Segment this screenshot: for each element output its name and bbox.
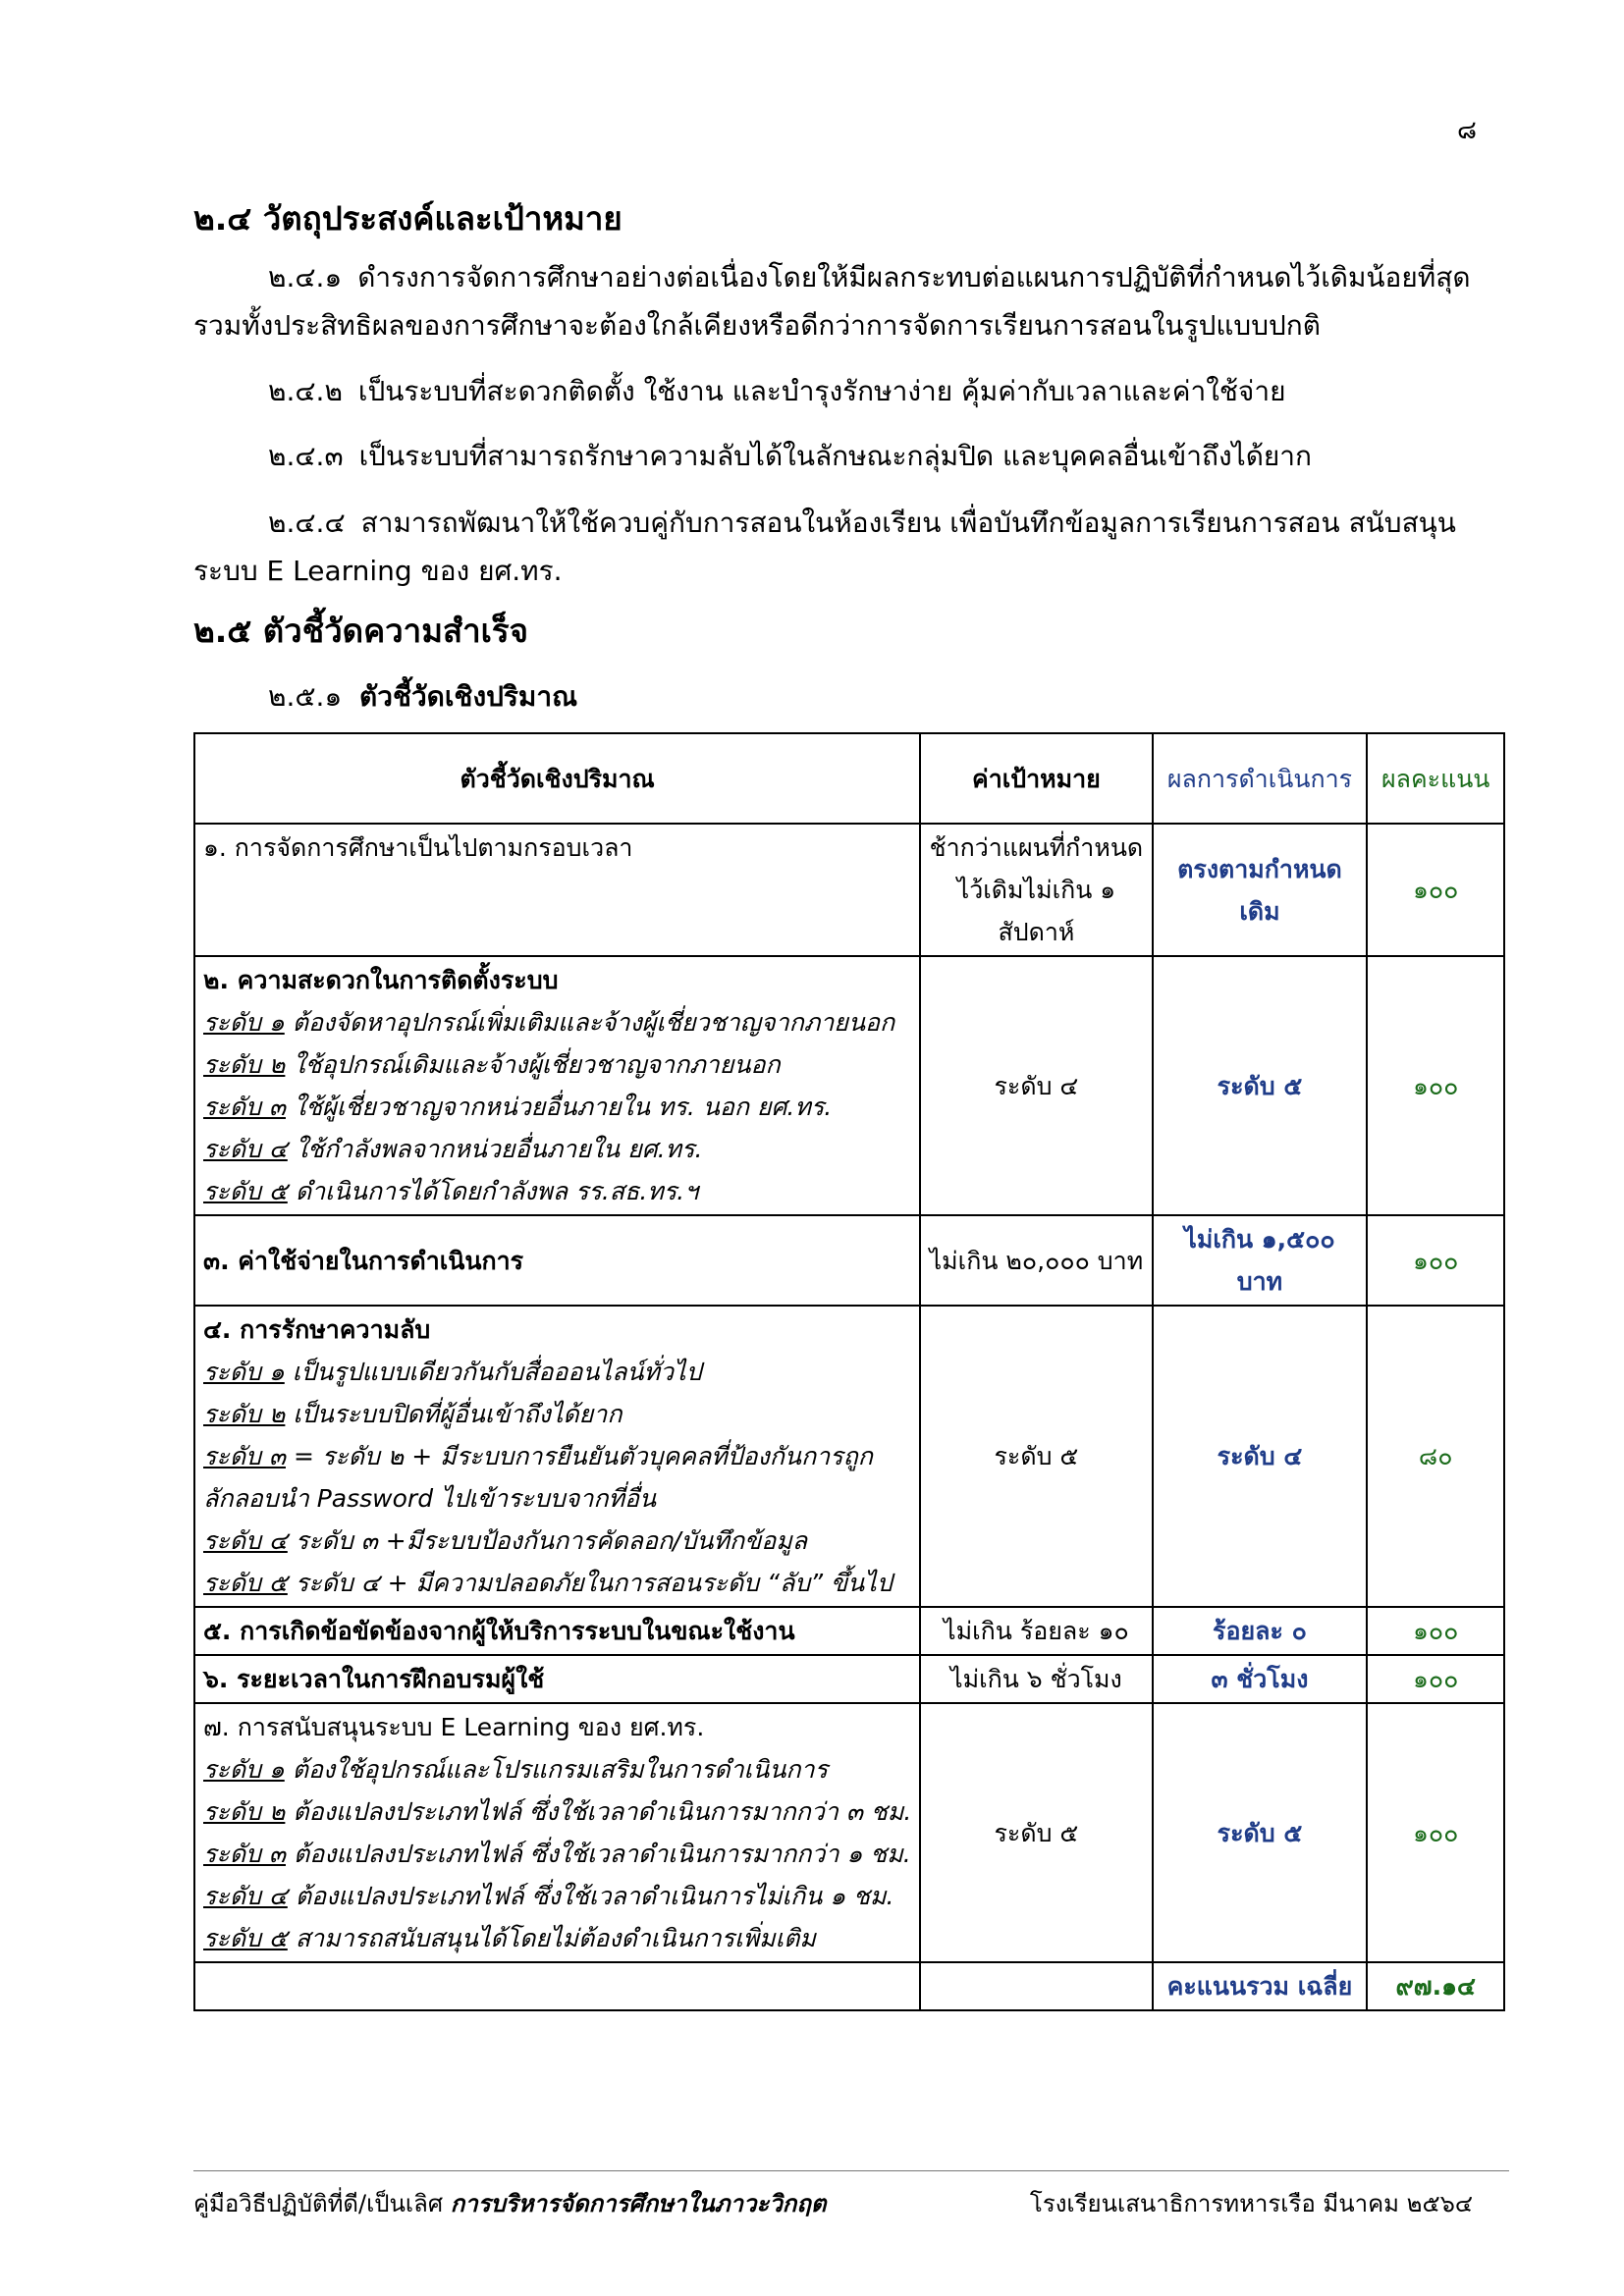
subsection-heading-2-5-1 <box>268 675 577 719</box>
level-line <box>203 1086 911 1128</box>
empty-cell <box>920 1962 1152 2010</box>
indicator-cell <box>194 824 920 956</box>
paragraph-text: ดำรงการจัดการศึกษาอย่างต่อเนื่องโดยให้มีผลกระทบต่อแผนการปฏิบัติที่กำหนดไว้เดิมน้อยที่สุด <box>357 261 1471 294</box>
level-text: สามารถสนับสนุนได้โดยไม่ต้องดำเนินการเพิ่มเติม <box>295 1924 816 1952</box>
level-key: ระดับ ๒ <box>203 1797 286 1826</box>
paragraph-2-4-3 <box>193 432 1489 480</box>
level-text: เป็นรูปแบบเดียวกันกับสื่อออนไลน์ทั่วไป <box>292 1358 702 1386</box>
indicator-title: ๔. การรักษาความลับ <box>203 1315 431 1344</box>
level-line <box>203 1001 911 1043</box>
level-key: ระดับ ๓ <box>203 1442 286 1470</box>
total-score: ๙๗.๑๔ <box>1367 1962 1504 2010</box>
indicator-title: ๑. การจัดการศึกษาเป็นไปตามกรอบเวลา <box>203 833 633 862</box>
score-cell: ๑๐๐ <box>1367 1607 1504 1655</box>
paragraph-text: เป็นระบบที่สามารถรักษาความลับได้ในลักษณะกลุ่มปิด และบุคคลอื่นเข้าถึงได้ยาก <box>358 440 1312 472</box>
level-text: ระดับ ๔ + มีความปลอดภัยในการสอนระดับ “ลับ” ขึ้นไป <box>295 1569 893 1597</box>
indicator-cell <box>194 1215 920 1306</box>
indicator-cell <box>194 956 920 1215</box>
result-cell: ระดับ ๔ <box>1153 1306 1368 1607</box>
score-cell: ๑๐๐ <box>1367 1655 1504 1703</box>
level-line <box>203 1435 911 1477</box>
footer-right: โรงเรียนเสนาธิการทหารเรือ มีนาคม ๒๕๖๔ <box>1029 2190 1473 2217</box>
page-number: ๘ <box>1456 116 1477 145</box>
level-key: ระดับ ๒ <box>203 1050 286 1079</box>
target-cell: ไม่เกิน ๒๐,๐๐๐ บาท <box>920 1215 1152 1306</box>
paragraph-number: ๒.๔.๒ <box>268 375 343 407</box>
result-cell: ระดับ ๕ <box>1153 1703 1368 1962</box>
level-text: ต้องจัดหาอุปกรณ์เพิ่มเติมและจ้างผู้เชี่ยวชาญจากภายนอก <box>292 1008 895 1037</box>
table-row <box>194 956 1504 1215</box>
paragraph-2-4-4 <box>193 499 1489 595</box>
table-row <box>194 1655 1504 1703</box>
table-row <box>194 1215 1504 1306</box>
level-text: ใช้กำลังพลจากหน่วยอื่นภายใน ยศ.ทร. <box>295 1135 703 1163</box>
level-line <box>203 1043 911 1086</box>
level-key: ระดับ ๓ <box>203 1093 286 1121</box>
indicator-title: ๓. ค่าใช้จ่ายในการดำเนินการ <box>203 1246 524 1275</box>
level-line <box>203 1520 911 1562</box>
paragraph-number: ๒.๔.๓ <box>268 440 344 472</box>
indicator-title: ๖. ระยะเวลาในการฝึกอบรมผู้ใช้ <box>203 1665 545 1693</box>
empty-cell <box>194 1962 920 2010</box>
paragraph-text: เป็นระบบที่สะดวกติดตั้ง ใช้งาน และบำรุงรักษาง่าย คุ้มค่ากับเวลาและค่าใช้จ่าย <box>357 375 1286 407</box>
table-row <box>194 1306 1504 1607</box>
paragraph-text: ระบบ E Learning ของ ยศ.ทร. <box>193 555 563 587</box>
section-heading-2-5: ๒.๕ ตัวชี้วัดความสำเร็จ <box>193 612 528 650</box>
level-line <box>203 1833 911 1875</box>
level-key: ระดับ ๑ <box>203 1008 285 1037</box>
footer-manual-title: การบริหารจัดการศึกษาในภาวะวิกฤต <box>450 2190 827 2217</box>
level-key: ระดับ ๓ <box>203 1840 286 1868</box>
indicator-title: ๒. ความสะดวกในการติดตั้งระบบ <box>203 966 559 994</box>
table-row <box>194 1703 1504 1962</box>
indicator-cell <box>194 1655 920 1703</box>
level-text: ระดับ ๓ +มีระบบป้องกันการคัดลอก/บันทึกข้อมูล <box>295 1526 808 1555</box>
level-key: ระดับ ๔ <box>203 1882 288 1910</box>
result-cell: ตรงตามกำหนดเดิม <box>1153 824 1368 956</box>
score-cell: ๑๐๐ <box>1367 1215 1504 1306</box>
level-line <box>203 1170 911 1212</box>
paragraph-number: ๒.๔.๑ <box>268 261 343 294</box>
result-cell: ระดับ ๕ <box>1153 956 1368 1215</box>
level-line <box>203 1393 911 1435</box>
header-score: ผลคะแนน <box>1367 733 1504 824</box>
level-line <box>203 1748 911 1790</box>
target-cell: ไม่เกิน ร้อยละ ๑๐ <box>920 1607 1152 1655</box>
target-cell: ช้ากว่าแผนที่กำหนดไว้เดิมไม่เกิน ๑ สัปดาห์ <box>920 824 1152 956</box>
indicator-cell <box>194 1703 920 1962</box>
table-row <box>194 1607 1504 1655</box>
header-indicator: ตัวชี้วัดเชิงปริมาณ <box>194 733 920 824</box>
subsection-number: ๒.๕.๑ <box>268 680 343 713</box>
indicator-cell <box>194 1607 920 1655</box>
score-cell: ๑๐๐ <box>1367 1703 1504 1962</box>
score-cell: ๘๐ <box>1367 1306 1504 1607</box>
header-result: ผลการดำเนินการ <box>1153 733 1368 824</box>
header-target: ค่าเป้าหมาย <box>920 733 1152 824</box>
indicator-title: ๕. การเกิดข้อขัดข้องจากผู้ให้บริการระบบในขณะใช้งาน <box>203 1617 795 1645</box>
level-text: ต้องแปลงประเภทไฟล์ ซึ่งใช้เวลาดำเนินการมากกว่า ๑ ชม. <box>294 1840 911 1868</box>
table-row <box>194 824 1504 956</box>
level-line <box>203 1562 911 1604</box>
level-text: เป็นระบบปิดที่ผู้อื่นเข้าถึงได้ยาก <box>293 1400 623 1428</box>
section-heading-2-4: ๒.๔ วัตถุประสงค์และเป้าหมาย <box>193 199 623 238</box>
level-text: ต้องแปลงประเภทไฟล์ ซึ่งใช้เวลาดำเนินการมากกว่า ๓ ชม. <box>293 1797 912 1826</box>
level-line <box>203 1917 911 1959</box>
level-line <box>203 1790 911 1833</box>
paragraph-text: สามารถพัฒนาให้ใช้ควบคู่กับการสอนในห้องเรียน เพื่อบันทึกข้อมูลการเรียนการสอน สนับสนุน <box>360 507 1456 539</box>
level-text: ใช้อุปกรณ์เดิมและจ้างผู้เชี่ยวชาญจากภายนอก <box>293 1050 781 1079</box>
level-key: ระดับ ๕ <box>203 1177 288 1205</box>
table-header-row <box>194 733 1504 824</box>
result-cell: ร้อยละ ๐ <box>1153 1607 1368 1655</box>
score-cell: ๑๐๐ <box>1367 824 1504 956</box>
level-text: ลักลอบนำ Password ไปเข้าระบบจากที่อื่น <box>203 1484 657 1513</box>
level-line <box>203 1128 911 1170</box>
target-cell: ระดับ ๕ <box>920 1703 1152 1962</box>
level-line <box>203 1351 911 1393</box>
level-key: ระดับ ๕ <box>203 1924 288 1952</box>
paragraph-text: รวมทั้งประสิทธิผลของการศึกษาจะต้องใกล้เคียงหรือดีกว่าการจัดการเรียนการสอนในรูปแบบปกติ <box>193 309 1321 342</box>
level-key: ระดับ ๑ <box>203 1755 285 1784</box>
level-text: ต้องแปลงประเภทไฟล์ ซึ่งใช้เวลาดำเนินการไม่เกิน ๑ ชม. <box>295 1882 894 1910</box>
level-key: ระดับ ๔ <box>203 1135 288 1163</box>
subsection-title: ตัวชี้วัดเชิงปริมาณ <box>359 680 578 713</box>
paragraph-number: ๒.๔.๔ <box>268 507 346 539</box>
paragraph-2-4-2 <box>193 367 1489 415</box>
footer-left <box>193 2184 826 2222</box>
level-key: ระดับ ๔ <box>203 1526 288 1555</box>
result-cell: ไม่เกิน ๑,๕๐๐ บาท <box>1153 1215 1368 1306</box>
level-line <box>203 1477 911 1520</box>
indicator-cell <box>194 1306 920 1607</box>
target-cell: ระดับ ๕ <box>920 1306 1152 1607</box>
footer-manual-label: คู่มือวิธีปฏิบัติที่ดี/เป็นเลิศ <box>193 2190 444 2217</box>
level-key: ระดับ ๑ <box>203 1358 285 1386</box>
level-text: = ระดับ ๒ + มีระบบการยืนยันตัวบุคคลที่ป้องกันการถูก <box>294 1442 873 1470</box>
footer-divider <box>193 2170 1509 2171</box>
level-text: ต้องใช้อุปกรณ์และโปรแกรมเสริมในการดำเนินการ <box>292 1755 829 1784</box>
level-line <box>203 1875 911 1917</box>
total-label: คะแนนรวม เฉลี่ย <box>1153 1962 1368 2010</box>
indicator-title: ๗. การสนับสนุนระบบ E Learning ของ ยศ.ทร. <box>203 1713 705 1741</box>
level-text: ใช้ผู้เชี่ยวชาญจากหน่วยอื่นภายใน ทร. นอก ยศ.ทร. <box>294 1093 833 1121</box>
target-cell: ไม่เกิน ๖ ชั่วโมง <box>920 1655 1152 1703</box>
paragraph-2-4-1 <box>193 253 1489 349</box>
table-total-row <box>194 1962 1504 2010</box>
level-key: ระดับ ๕ <box>203 1569 288 1597</box>
result-cell: ๓ ชั่วโมง <box>1153 1655 1368 1703</box>
score-cell: ๑๐๐ <box>1367 956 1504 1215</box>
kpi-table <box>193 732 1505 2011</box>
level-key: ระดับ ๒ <box>203 1400 286 1428</box>
target-cell: ระดับ ๔ <box>920 956 1152 1215</box>
level-text: ดำเนินการได้โดยกำลังพล รร.สธ.ทร.ฯ <box>295 1177 699 1205</box>
